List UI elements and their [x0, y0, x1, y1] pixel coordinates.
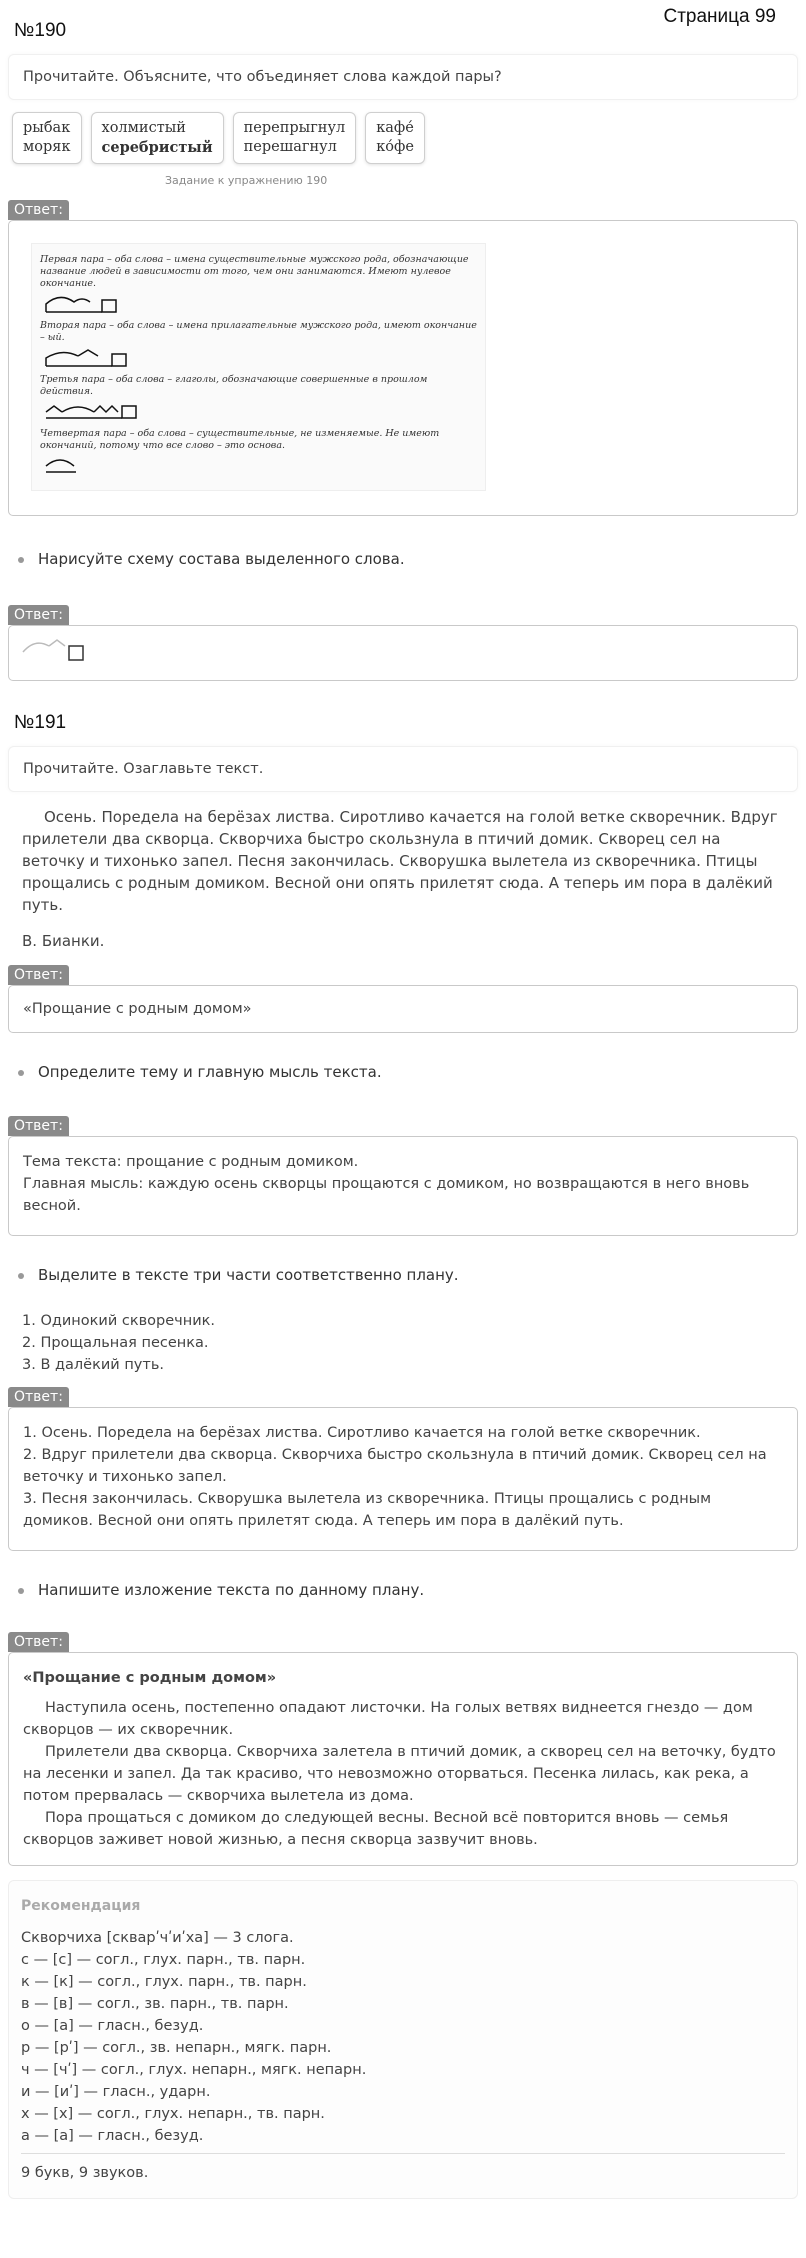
exercise-190-task: Прочитайте. Объясните, что объединяет слова каждой пары? — [8, 54, 798, 100]
morpheme-scheme-icon — [42, 292, 122, 314]
recommendation-title: Рекомендация — [21, 1898, 141, 1914]
task-bullet: Выделите в тексте три части соответственно плану. — [0, 1266, 806, 1284]
word-card-3: перепрыгнул перешагнул — [233, 112, 357, 164]
morpheme-scheme-icon — [42, 400, 142, 422]
task-bullet: Напишите изложение текста по данному плану. — [0, 1581, 806, 1599]
answer-label: Ответ: — [8, 1116, 69, 1136]
exercise-191-task: Прочитайте. Озаглавьте текст. — [8, 746, 798, 792]
answer-label: Ответ: — [8, 1387, 69, 1407]
answer-label: Ответ: — [8, 200, 69, 220]
answer-box-retell: «Прощание с родным домом» Наступила осень, постепенно опадают листочки. На голых ветвях виднеется гнездо — дом скворцов — их скворечник. Прилетели два скворца. Скворчиха залетела в птичий домик, а скворец сел на веточку, будто на лесенки и запел. Да так красиво, что невозможно оторваться. Песенка лилась, как река, а потом прервалась — скворчиха вылетела из дома. Пора прощаться с домиком до следующей весны. Весной всё повторится вновь — семья скворцов заживет новой жизнью, а песня скворца зазвучит вновь. — [8, 1652, 798, 1866]
author: В. Бианки. — [22, 932, 105, 950]
recommendation-block: Рекомендация Скворчиха [скварʹчʹиʹха] — 3 слога. с — [с] — согл., глух. парн., тв. парн. к — [к] — согл., глух. парн., тв. парн. в — [в] — согл., зв. парн., тв. парн. о — [а] — гласн., безуд. р — [рʹ] — согл., зв. непарн., мягк. парн. ч — [чʹ] — согл., глух. непарн., мягк. непарн. и — [иʹ] — гласн., ударн. х — [х] — согл., глух. непарн., тв. парн. а — [а] — гласн., безуд. 9 букв, 9 звуков. — [8, 1880, 798, 2199]
word-cards — [0, 112, 806, 164]
morpheme-scheme-icon — [42, 346, 132, 368]
root-suffix-scheme-icon — [21, 634, 101, 664]
morpheme-scheme-icon — [42, 454, 92, 474]
word-card-1: рыбак моряк — [12, 112, 82, 164]
answer-box-scheme — [8, 625, 798, 681]
answer-label: Ответ: — [8, 1632, 69, 1652]
scanned-answer: Первая пара – оба слова – имена существительные мужского рода, обозначающие название людей в зависимости от того, чем они занимаются. Имеют нулевое окончание. Вторая пара – оба слова – имена прилагательные мужского рода, имеют окончание – ый. Третья пара – оба слова – глаголы, обозначающие совершенные в прошлом действия. Четвертая пара – оба слова – существительные, не изменяемые. Не имеют окончаний, потому что все слово – это основа. — [31, 243, 486, 491]
retell-title: «Прощание с родным домом» — [23, 1670, 277, 1686]
reading-text: Осень. Поредела на берёзах листва. Сиротливо качается на голой ветке скворечник. Вдруг прилетели два скворца. Скворчиха быстро скользнула в птичий домик. Скворец сел на веточку и тихонько запел. Песня закончилась. Скворушка вылетела из скворечника. Птицы прощались с родным домиком. Весной они опять прилетят сюда. А теперь им пора в далёкий путь. В. Бианки. — [0, 806, 806, 952]
word-card-2: холмистый серебристый — [91, 112, 224, 164]
answer-box-title: «Прощание с родным домом» — [8, 985, 798, 1033]
task-bullet: Нарисуйте схему состава выделенного слова. — [0, 550, 806, 568]
exercise-190-number: №190 — [14, 20, 67, 41]
highlighted-word: серебристый — [101, 139, 213, 156]
exercise-191-number: №191 — [14, 712, 67, 733]
task-bullet: Определите тему и главную мысль текста. — [0, 1063, 806, 1081]
answer-label: Ответ: — [8, 965, 69, 985]
answer-box-parts: 1. Осень. Поредела на берёзах листва. Сиротливо качается на голой ветке скворечник. 2. Вдруг прилетели два скворца. Скворчиха быстро скользнула в птичий домик. Скворец сел на веточку и тихонько запел. 3. Песня закончилась. Скворушка вылетела из скворечника. Птицы прощались с родным домиков. Весной они опять прилетят сюда. А теперь им пора в далёкий путь. — [8, 1407, 798, 1551]
word-card-4: кафе́ ко́фе — [365, 112, 425, 164]
page-label: Страница 99 — [663, 6, 776, 27]
answer-box-190 — [8, 220, 798, 516]
cards-caption: Задание к упражнению 190 — [165, 174, 328, 187]
plan-list: 1. Одинокий скворечник. 2. Прощальная песенка. 3. В далёкий путь. — [22, 1313, 215, 1373]
divider — [21, 2153, 785, 2154]
answer-label: Ответ: — [8, 605, 69, 625]
answer-box-theme: Тема текста: прощание с родным домиком. Главная мысль: каждую осень скворцы прощаются с домиком, но возвращаются в него вновь весной. — [8, 1136, 798, 1236]
recommendation-footer: 9 букв, 9 звуков. — [21, 2165, 149, 2181]
